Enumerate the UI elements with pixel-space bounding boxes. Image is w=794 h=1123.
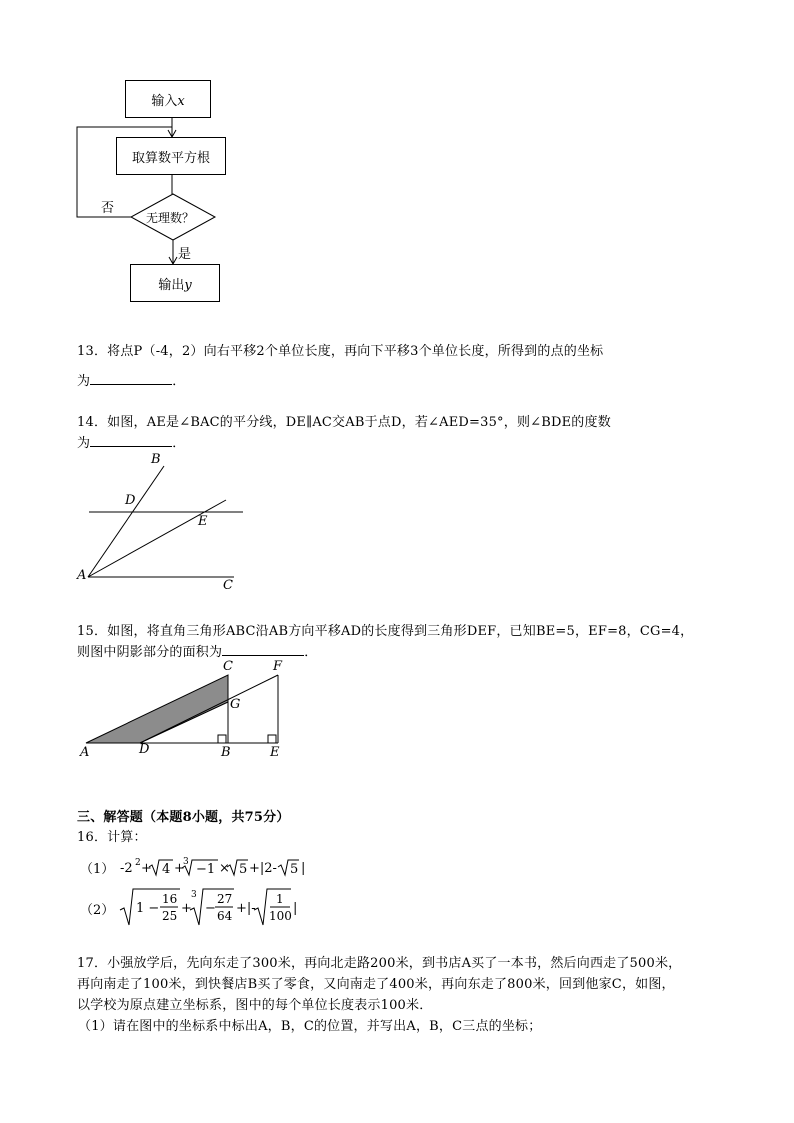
q17-line4: （1）请在图中的坐标系中标出A，B，C的位置，并写出A，B，C三点的坐标； <box>78 1019 542 1034</box>
q15-label-a: A <box>80 745 90 760</box>
flowchart-no-label: 否 <box>101 201 115 216</box>
q15-label-d: D <box>139 742 150 757</box>
q14-label-a: A <box>77 568 87 583</box>
flowchart-input-label: 输入 <box>151 93 178 109</box>
svg-text:3: 3 <box>183 857 190 867</box>
q16-title: 16．计算： <box>77 830 147 845</box>
svg-text:5: 5 <box>239 862 248 877</box>
q17-line1: 17．小强放学后，先向东走了300米，再向北走路200米，到书店A买了一本书，然后向西走了500米， <box>77 956 682 971</box>
flowchart-output-label: 输出 <box>158 277 185 293</box>
svg-text:-2: -2 <box>120 861 134 876</box>
svg-text:4: 4 <box>162 862 171 877</box>
svg-text:3: 3 <box>191 890 198 900</box>
q15-line1: 15．如图，将直角三角形ABC沿AB方向平移AD的长度得到三角形DEF，已知BE=5，EF=8，CG=4， <box>77 624 694 639</box>
q13-line2-prefix: 为 <box>77 374 91 389</box>
svg-text:100: 100 <box>269 909 293 923</box>
svg-text:−: − <box>205 901 217 916</box>
svg-text:16: 16 <box>162 892 178 906</box>
flowchart-process-label: 取算数平方根 <box>131 150 210 166</box>
svg-text:+: + <box>141 861 153 876</box>
svg-text:|: | <box>301 861 306 876</box>
q14-label-e: E <box>198 514 208 529</box>
q13-line2-suffix: ． <box>172 374 186 389</box>
q15-line2-suffix: ． <box>304 645 318 660</box>
q16-part1-label: （1） <box>80 862 115 877</box>
svg-text:|: | <box>293 901 298 916</box>
q15-line2-prefix: 则图中阴影部分的面积为 <box>77 645 223 660</box>
flowchart-yes-label: 是 <box>178 247 192 262</box>
q15-right-angle-e <box>268 735 276 743</box>
q17-line2: 再向南走了100米，到快餐店B买了零食，又向南走了400米，再向东走了800米，回到他家C，如图， <box>77 977 675 992</box>
q15-label-c: C <box>223 659 233 674</box>
svg-text:25: 25 <box>162 909 178 923</box>
section-3-heading: 三、解答题（本题8小题，共75分） <box>77 810 290 825</box>
svg-text:2: 2 <box>135 858 142 868</box>
svg-text:1: 1 <box>276 892 285 906</box>
svg-text:+: + <box>181 901 193 916</box>
svg-text:−1: −1 <box>196 862 216 877</box>
svg-text:+|2-: +|2- <box>249 861 278 876</box>
q16-part-1 <box>80 856 328 880</box>
q17-line3: 以学校为原点建立坐标系，图中的每个单位长度表示100米． <box>77 998 433 1013</box>
q16-part1-expression <box>118 856 328 880</box>
q15-figure <box>0 0 300 760</box>
q15-label-g: G <box>230 697 241 712</box>
q16-part2-label: （2） <box>80 903 115 918</box>
q15-shaded-region <box>86 675 228 743</box>
flowchart-output-var: y <box>184 277 192 293</box>
svg-text:27: 27 <box>217 892 233 906</box>
q15-right-angle-b <box>218 735 226 743</box>
q14-line1: 14．如图，AE是∠BAC的平分线，DE∥AC交AB于点D，若∠AED=35°，则∠BDE的度数 <box>77 415 611 430</box>
q14-label-d: D <box>125 493 136 508</box>
q15-label-b: B <box>221 745 231 760</box>
svg-text:+|-: +|- <box>236 901 257 916</box>
svg-text:×: × <box>219 861 231 876</box>
svg-text:64: 64 <box>217 909 233 923</box>
flowchart-input-var: x <box>177 93 185 109</box>
q13-line1: 13．将点P（-4，2）向右平移2个单位长度，再向下平移3个单位长度，所得到的点的坐标 <box>77 344 604 359</box>
svg-text:+: + <box>174 861 186 876</box>
q14-line2-prefix: 为 <box>77 436 91 451</box>
q14-label-b: B <box>151 452 161 467</box>
q15-label-f: F <box>273 659 283 674</box>
svg-text:1 −: 1 − <box>136 901 160 916</box>
q15-label-e: E <box>270 745 280 760</box>
q16-part-2 <box>80 886 318 930</box>
svg-text:5: 5 <box>290 862 299 877</box>
q14-label-c: C <box>223 578 233 593</box>
q14-line2-suffix: ． <box>172 436 186 451</box>
q16-part2-expression <box>118 886 318 928</box>
flowchart-decision-label: 无理数？ <box>146 211 195 225</box>
